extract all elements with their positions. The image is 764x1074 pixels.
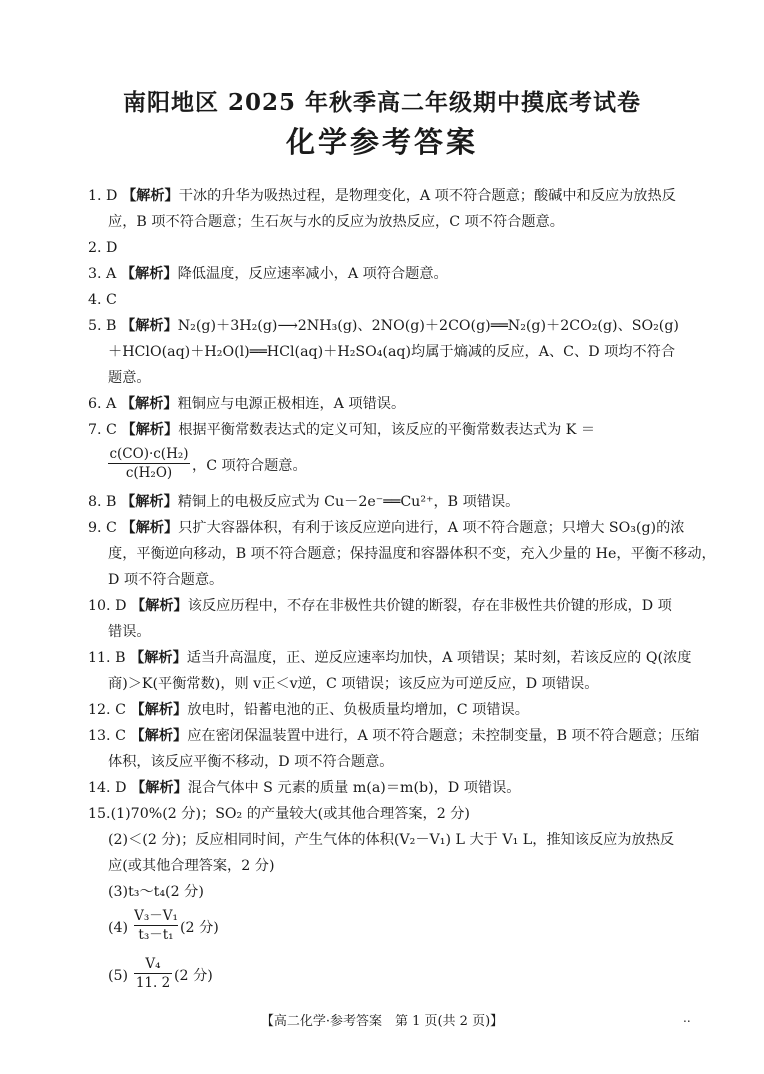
answer-9-cont2: D 项不符合题意。 [108,572,224,588]
fraction-bar [108,463,190,464]
answer-5-cont: ＋HClO(aq)＋H₂O(l)══HCl(aq)＋H₂SO₄(aq)均属于熵减的反应，A、C、D 项均不符合 [108,344,676,360]
fraction-denominator: 11. 2 [135,975,171,991]
answer-10 [88,596,672,616]
answer-15-part-4-label: (4) [108,920,129,936]
part-4-fraction [134,908,178,943]
answer-15-part-3: (3)t₃～t₄(2 分) [108,884,204,900]
answer-9 [88,518,684,538]
answer-1-cont: 应，B 项不符合题意；生石灰与水的反应为放热反应，C 项不符合题意。 [108,214,564,230]
answer-text: 降低温度，反应速率减小，A 项符合题意。 [177,266,448,282]
answer-13 [88,726,699,746]
answer-text: N₂(g)＋3H₂(g)⟶2NH₃(g)、2NO(g)＋2CO(g)══N₂(g)＋2CO₂(g)、SO₂(g) [177,318,679,334]
analysis-tag: 【解析】 [121,422,179,438]
exam-title: 南阳地区 2025 年秋季高二年级期中摸底考试卷 [122,89,642,116]
answer-9-cont: 度，平衡逆向移动，B 项不符合题意；保持温度和容器体积不变，充入少量的 He，平衡不移动， [108,546,716,562]
fraction-denominator: t₃－t₁ [138,927,174,943]
analysis-tag: 【解析】 [130,598,188,614]
answer-15 [88,804,470,824]
footer-mark: .. [683,1011,691,1025]
answer-3 [88,264,448,284]
answer-15-part-5-label: (5) [108,968,129,984]
answer-text: 干冰的升华为吸热过程，是物理变化，A 项不符合题意；酸碱中和反应为放热反 [178,188,676,204]
answer-8 [88,492,519,512]
answer-13-cont: 体积，该反应平衡不移动，D 项不符合题意。 [108,754,394,770]
answer-number: 9. C [88,520,117,536]
fraction-numerator: V₃－V₁ [134,908,178,924]
answer-15-part-1: (1)70%(2 分)；SO₂ 的产量较大(或其他合理答案，2 分) [110,806,470,822]
analysis-tag: 【解析】 [130,728,188,744]
analysis-tag: 【解析】 [120,266,178,282]
answer-11 [88,648,691,668]
answer-number: 14. D [88,780,127,796]
analysis-tag: 【解析】 [120,396,178,412]
answer-1 [88,186,676,206]
answer-5-cont2: 题意。 [108,370,151,386]
answer-2: 2. D [88,240,118,256]
fraction-denominator: c(H₂O) [125,465,173,481]
answer-15-part-2-cont: 应(或其他合理答案，2 分) [108,858,275,874]
answer-number: 15. [88,806,111,822]
answer-11-cont: 商)＞K(平衡常数)，则 v正＜v逆，C 项错误；该反应为可逆反应，D 项错误。 [108,676,599,692]
part-5-fraction [134,956,172,991]
fraction-numerator: V₄ [145,956,161,972]
answer-15-part-4-score: (2 分) [180,920,219,936]
answer-14 [88,778,520,798]
analysis-tag: 【解析】 [130,780,188,796]
answer-text: 粗铜应与电源正极相连，A 项错误。 [177,396,406,412]
answer-text: 该反应历程中，不存在非极性共价键的断裂，存在非极性共价键的形成，D 项 [187,598,672,614]
answer-text: 根据平衡常数表达式的定义可知，该反应的平衡常数表达式为 K ＝ [178,422,596,438]
fraction-bar [134,973,172,974]
analysis-tag: 【解析】 [130,702,188,718]
page-footer: 【高二化学·参考答案 第 1 页(共 2 页)】 [260,1014,504,1029]
answer-number: 8. B [88,494,117,510]
answer-key-subtitle: 化学参考答案 [285,125,478,159]
answer-number: 6. A [88,396,117,412]
fraction-numerator: c(CO)·c(H₂) [109,446,189,462]
answer-15-part-2: (2)＜(2 分)；反应相同时间，产生气体的体积(V₂－V₁) L 大于 V₁ L，推知该反应为放热反 [108,832,675,848]
answer-12 [88,700,529,720]
answer-number: 13. C [88,728,126,744]
answer-number: 12. C [88,702,126,718]
answer-15-part-5-score: (2 分) [174,968,213,984]
answer-7 [88,420,595,440]
answer-5 [88,316,679,336]
analysis-tag: 【解析】 [121,494,178,510]
answer-4: 4. C [88,292,117,308]
answer-number: 7. C [88,422,117,438]
analysis-tag: 【解析】 [130,650,187,666]
answer-number: 1. D [88,188,118,204]
analysis-tag: 【解析】 [121,188,179,204]
answer-6 [88,394,405,414]
answer-number: 11. B [88,650,126,666]
answer-text: 应在密闭保温装置中进行，A 项不符合题意；未控制变量，B 项不符合题意；压缩 [187,728,700,744]
analysis-tag: 【解析】 [121,520,179,536]
fraction-bar [134,925,178,926]
answer-10-cont: 错误。 [108,624,151,640]
answer-text: 只扩大容器体积，有利于该反应逆向进行，A 项不符合题意；只增大 SO₃(g)的浓 [178,520,685,536]
equilibrium-constant-fraction [108,446,190,481]
analysis-tag: 【解析】 [121,318,178,334]
answer-7-cont: ，C 项符合题意。 [192,458,307,474]
answer-number: 3. A [88,266,117,282]
answer-text: 混合气体中 S 元素的质量 m(a)＝m(b)，D 项错误。 [187,780,521,796]
answer-number: 10. D [88,598,127,614]
answer-number: 5. B [88,318,117,334]
answer-text: 放电时，铅蓄电池的正、负极质量均增加，C 项错误。 [187,702,529,718]
answer-text: 适当升高温度，正、逆反应速率均加快，A 项错误；某时刻，若该反应的 Q(浓度 [186,650,692,666]
answer-text: 精铜上的电极反应式为 Cu－2e⁻══Cu²⁺，B 项错误。 [177,494,520,510]
